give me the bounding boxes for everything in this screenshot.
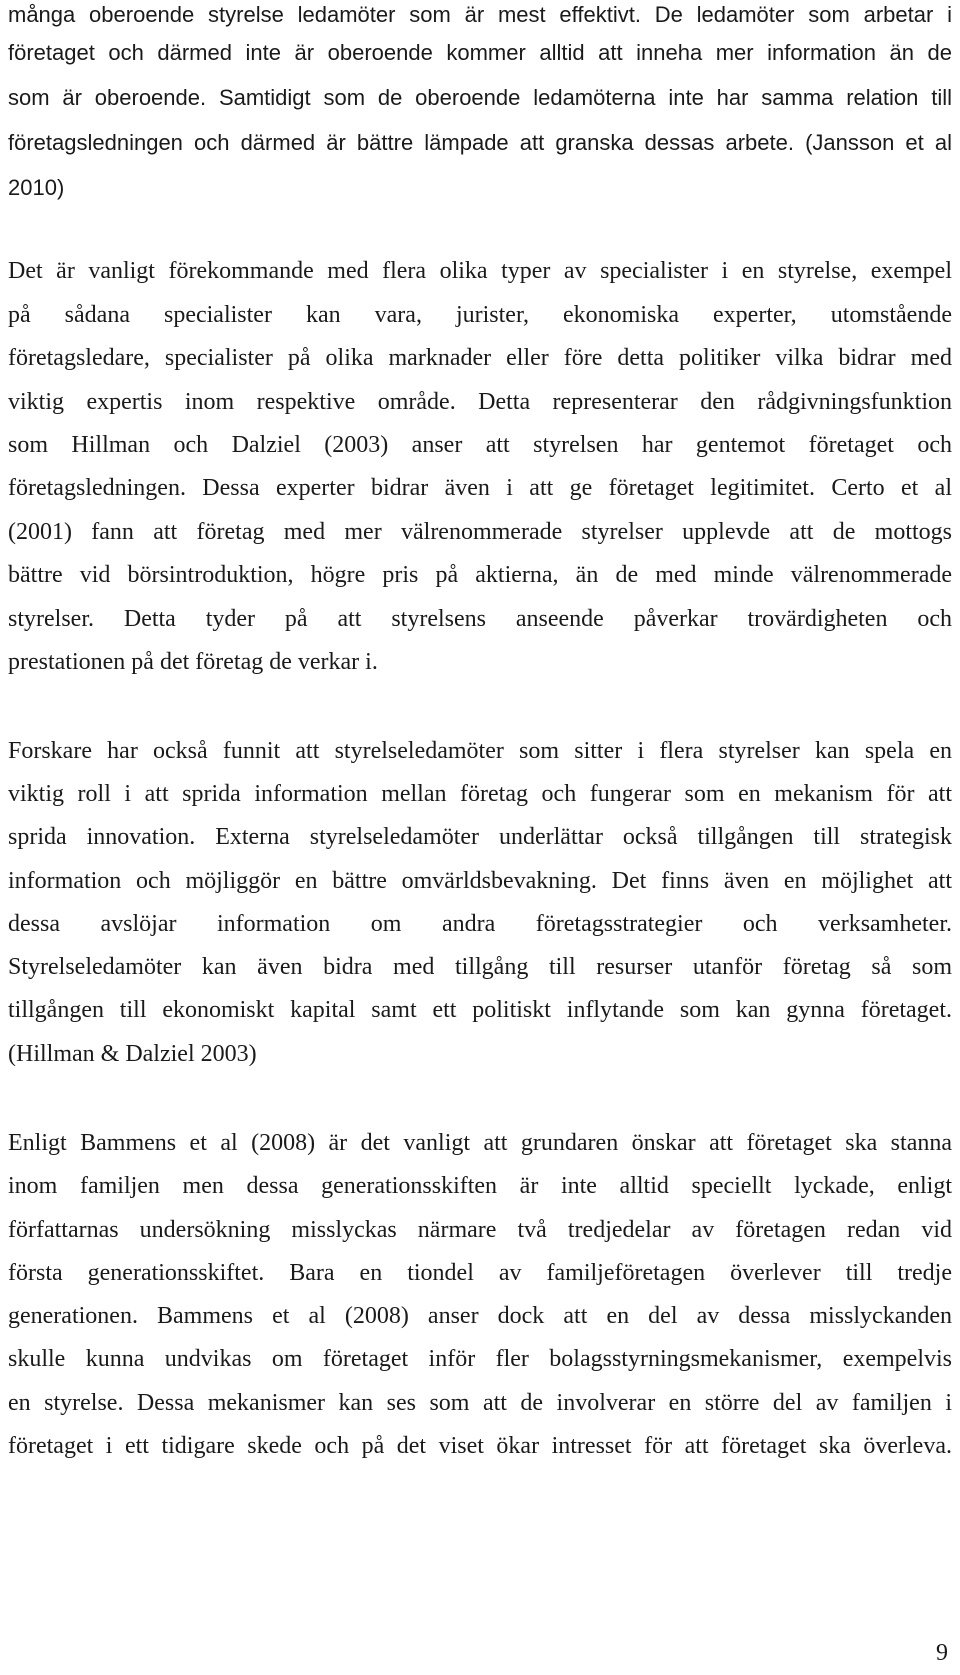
text-line: prestationen på det företag de verkar i. [8,649,378,675]
text-line: företaget i ett tidigare skede och på det viset ökar intresset för att företaget ska överleva. [8,1433,952,1459]
text-line: första generationsskiftet. Bara en tiondel av familjeföretagen överlever till tredje [8,1260,952,1286]
text-line: 2010) [8,175,65,200]
text-line: en styrelse. Dessa mekanismer kan ses som att de involverar en större del av familjen i [8,1390,952,1416]
text-line: skulle kunna undvikas om företaget inför fler bolagsstyrningsmekanismer, exempelvis [8,1346,952,1372]
text-line: som är oberoende. Samtidigt som de oberoende ledamöterna inte har samma relation till [8,85,952,110]
text-line: generationen. Bammens et al (2008) anser dock att en del av dessa misslyckanden [8,1303,952,1329]
text-line: företagsledningen och därmed är bättre lämpade att granska dessas arbete. (Jansson et al [8,130,952,155]
text-line: som Hillman och Dalziel (2003) anser att styrelsen har gentemot företaget och [8,432,952,458]
text-line: företagsledare, specialister på olika marknader eller före detta politiker vilka bidrar med [8,345,952,371]
text-line: styrelser. Detta tyder på att styrelsens anseende påverkar trovärdigheten och [8,606,952,632]
text-line: viktig roll i att sprida information mellan företag och fungerar som en mekanism för att [8,781,952,807]
text-line: (2001) fann att företag med mer välrenommerade styrelser upplevde att de mottogs [8,519,952,545]
text-line: på sådana specialister kan vara, jurister, ekonomiska experter, utomstående [8,302,952,328]
text-line: Styrelseledamöter kan även bidra med tillgång till resurser utanför företag så som [8,954,952,980]
text-line: tillgången till ekonomiskt kapital samt ett politiskt inflytande som kan gynna företaget. [8,997,952,1023]
text-line: företagsledningen. Dessa experter bidrar även i att ge företaget legitimitet. Certo et al [8,475,952,501]
text-line: dessa avslöjar information om andra företagsstrategier och verksamheter. [8,911,952,937]
text-line: Forskare har också funnit att styrelseledamöter som sitter i flera styrelser kan spela en [8,738,952,764]
text-line: företaget och därmed inte är oberoende kommer alltid att inneha mer information än de [8,40,952,65]
page-number: 9 [936,1640,948,1666]
text-line: information och möjliggör en bättre omvärldsbevakning. Det finns även en möjlighet att [8,868,952,894]
text-line: Det är vanligt förekommande med flera olika typer av specialister i en styrelse, exempel [8,258,952,284]
text-line: viktig expertis inom respektive område. Detta representerar den rådgivningsfunktion [8,389,952,415]
text-line: inom familjen men dessa generationsskiften är inte alltid speciellt lyckade, enligt [8,1173,952,1199]
text-line: (Hillman & Dalziel 2003) [8,1041,257,1067]
text-line: bättre vid börsintroduktion, högre pris på aktierna, än de med minde välrenommerade [8,562,952,588]
text-line: Enligt Bammens et al (2008) är det vanligt att grundaren önskar att företaget ska stanna [8,1130,952,1156]
text-line: författarnas undersökning misslyckas närmare två tredjedelar av företagen redan vid [8,1217,952,1243]
text-line: sprida innovation. Externa styrelseledamöter underlättar också tillgången till strategisk [8,824,952,850]
text-line: många oberoende styrelse ledamöter som är mest effektivt. De ledamöter som arbetar i [8,2,952,27]
